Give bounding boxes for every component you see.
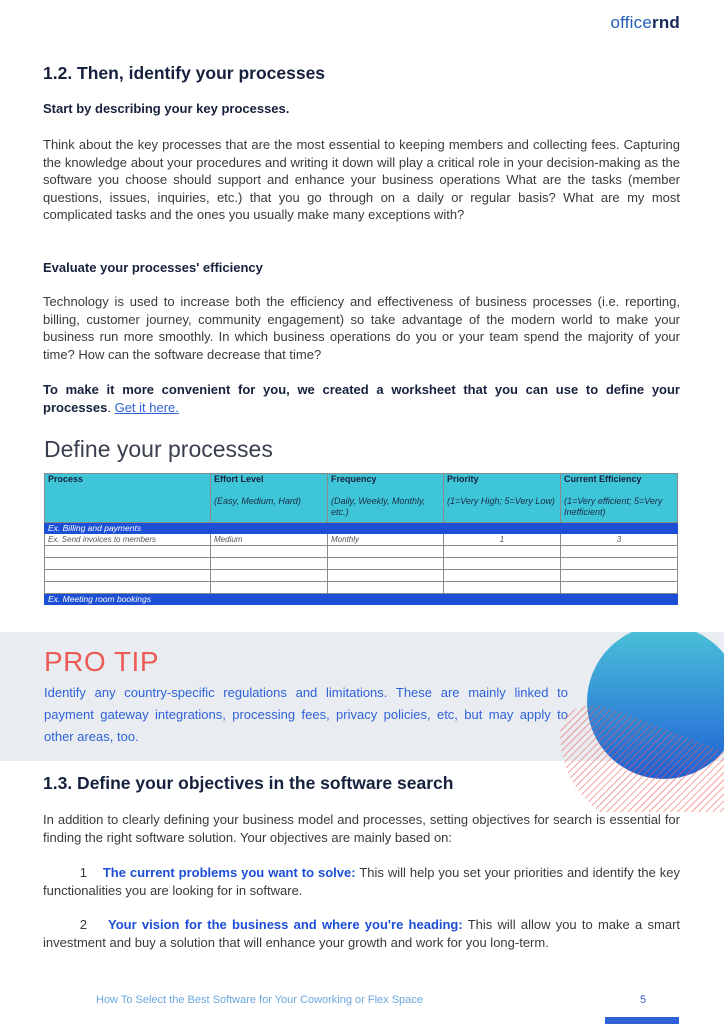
table-row [45,558,678,570]
get-it-here-link[interactable]: Get it here. [114,399,179,415]
header-current-efficiency: Current Efficiency (1=Very efficient; 5=Very Inefficient) [561,474,678,523]
subheading-evaluate-efficiency: Evaluate your processes' efficiency [43,260,263,275]
worksheet-cta: To make it more convenient for you, we created a worksheet that you can use to define your processes. Get it here. [43,382,680,415]
cell-frequency: Monthly [328,534,444,546]
header-frequency: Frequency (Daily, Weekly, Monthly, etc.) [328,474,444,523]
section-title-identify-processes: 1.2. Then, identify your processes [43,63,326,83]
header-process: Process [45,474,211,523]
header-priority: Priority (1=Very High; 5=Very Low) [444,474,561,523]
table-row [45,546,678,558]
group-label: Ex. Billing and payments [45,523,211,534]
table-group-row [45,523,678,534]
group-label: Ex. Meeting room bookings [45,594,211,605]
table-group-row [45,594,678,605]
cell-priority: 1 [444,534,561,546]
pro-tip-text: Identify any country-specific regulations and limitations. These are mainly linked to payment gateway integrations, processing fees, privacy policies, etc, but may apply to other areas, too. [44,685,568,744]
list-item: 2 Your vision for the business and where you're heading: This will allow you to make a smart investment and buy a solution that will enhance your growth and work for you long-term. [43,917,681,950]
section-title-objectives: 1.3. Define your objectives in the software search [43,773,454,793]
cell-efficiency: 3 [561,534,678,546]
cell-effort: Medium [211,534,328,546]
footer-title: How To Select the Best Software for Your Coworking or Flex Space [96,994,423,1006]
table-row [45,534,678,546]
worksheet-title: Define your processes [44,436,273,462]
pro-tip-title: PRO TIP [44,646,160,677]
paragraph-objectives-intro: In addition to clearly defining your business model and processes, setting objectives for search is essential for finding the right software solution. Your objectives are mainly based on: [43,812,680,845]
table-header-row [45,474,678,523]
list-item: 1 The current problems you want to solve: This will help you set your priorities and identify the key functionalities you are looking for in software. [43,865,680,898]
subheading-describe-processes: Start by describing your key processes. [43,101,290,116]
footer-accent-bar [605,1017,679,1024]
cell-process: Ex. Send invoices to members [45,534,211,546]
table-row [45,582,678,594]
page-number: 5 [640,994,647,1006]
decorative-circle-graphic [560,632,724,812]
header-effort-level: Effort Level (Easy, Medium, Hard) [211,474,328,523]
table-row [45,570,678,582]
paragraph-technology: Technology is used to increase both the efficiency and effectiveness of business processes (i.e. reporting, billing, customer journey, community engagement) so take advantage of the modern world to make your business run more smoothly. In which business operations do you or your team spend the majority of your time? How can the software decrease that time? [43,294,680,362]
paragraph-key-processes: Think about the key processes that are the most essential to keeping members and collecting fees. Capturing the knowledge about your procedures and writing it down will play a critical role in your decision-making as the software you choose should support and enhance your business operations What are the tasks (member questions, issues, inquiries, etc.) that you go through on a daily or regular basis? What are my most complicated tasks and the ones you usually make many exceptions with? [43,137,680,223]
processes-worksheet-table [44,473,678,605]
officernd-logo: officernd [610,13,680,32]
